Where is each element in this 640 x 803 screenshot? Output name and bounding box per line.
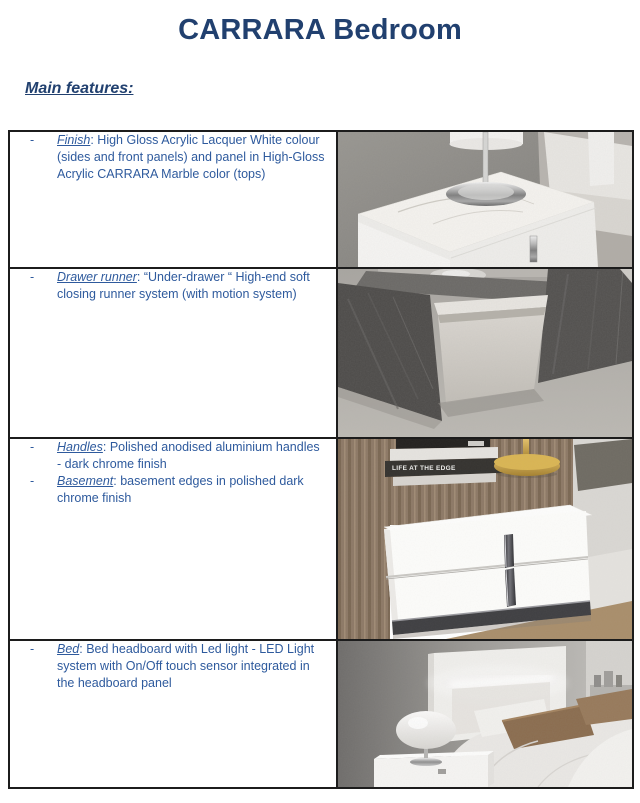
photo-grain [338,641,632,787]
feature-content [57,269,327,303]
feature-content [57,473,327,507]
feature-description: : High Gloss Acrylic Lacquer White colour (sides and front panels) and panel in High-Gloss Acrylic CARRARA Marble color (tops) [57,133,325,181]
feature-image-cell-finish [337,131,633,268]
feature-text-cell-drawer-runner [9,268,337,438]
bullet-marker: - [30,642,35,656]
feature-bullet [10,641,336,692]
photo-grain [338,269,632,437]
book-spine-text: LIFE AT THE EDGE [392,465,456,472]
feature-content [57,439,327,473]
feature-description: : Polished anodised aluminium handles - dark chrome finish [57,440,320,471]
bullet-marker: - [30,133,35,147]
under-drawer-runner-photo [338,269,632,437]
feature-term: Basement [57,474,114,488]
nightstand-front-photo [338,439,632,639]
feature-term: Drawer runner [57,270,137,284]
feature-term: Handles [57,440,103,454]
feature-bullet [10,269,336,303]
bullet-marker: - [30,440,35,454]
feature-text-cell-finish [9,131,337,268]
photo-grain [338,439,632,639]
feature-image-cell-drawer-runner [337,268,633,438]
bullet-marker: - [30,474,35,488]
table-row-finish [9,131,633,268]
table-row-bed [9,640,633,788]
feature-description: : “Under-drawer “ High-end soft closing runner system (with motion system) [57,270,310,301]
feature-bullet [10,439,336,473]
feature-text-cell-handles-basement [9,438,337,640]
feature-bullet [10,473,336,507]
feature-description: : Bed headboard with Led light - LED Light system with On/Off touch sensor integrated in the headboard panel [57,642,315,690]
photo-grain [338,132,632,267]
feature-term: Finish [57,133,91,147]
main-features-heading: Main features: [25,80,134,97]
feature-content [57,132,327,183]
table-row-handles-basement [9,438,633,640]
feature-term: Bed [57,642,80,656]
feature-text-cell-bed [9,640,337,788]
page-title: CARRARA Bedroom [178,14,462,46]
led-headboard-photo [338,641,632,787]
feature-image-cell-bed [337,640,633,788]
feature-bullet [10,132,336,183]
bullet-marker: - [30,270,35,284]
feature-image-cell-handles-basement [337,438,633,640]
nightstand-marble-top-photo [338,132,632,267]
features-table [8,130,634,789]
feature-description: : basement edges in polished dark chrome finish [57,474,304,505]
table-row-drawer-runner [9,268,633,438]
feature-content [57,641,327,692]
